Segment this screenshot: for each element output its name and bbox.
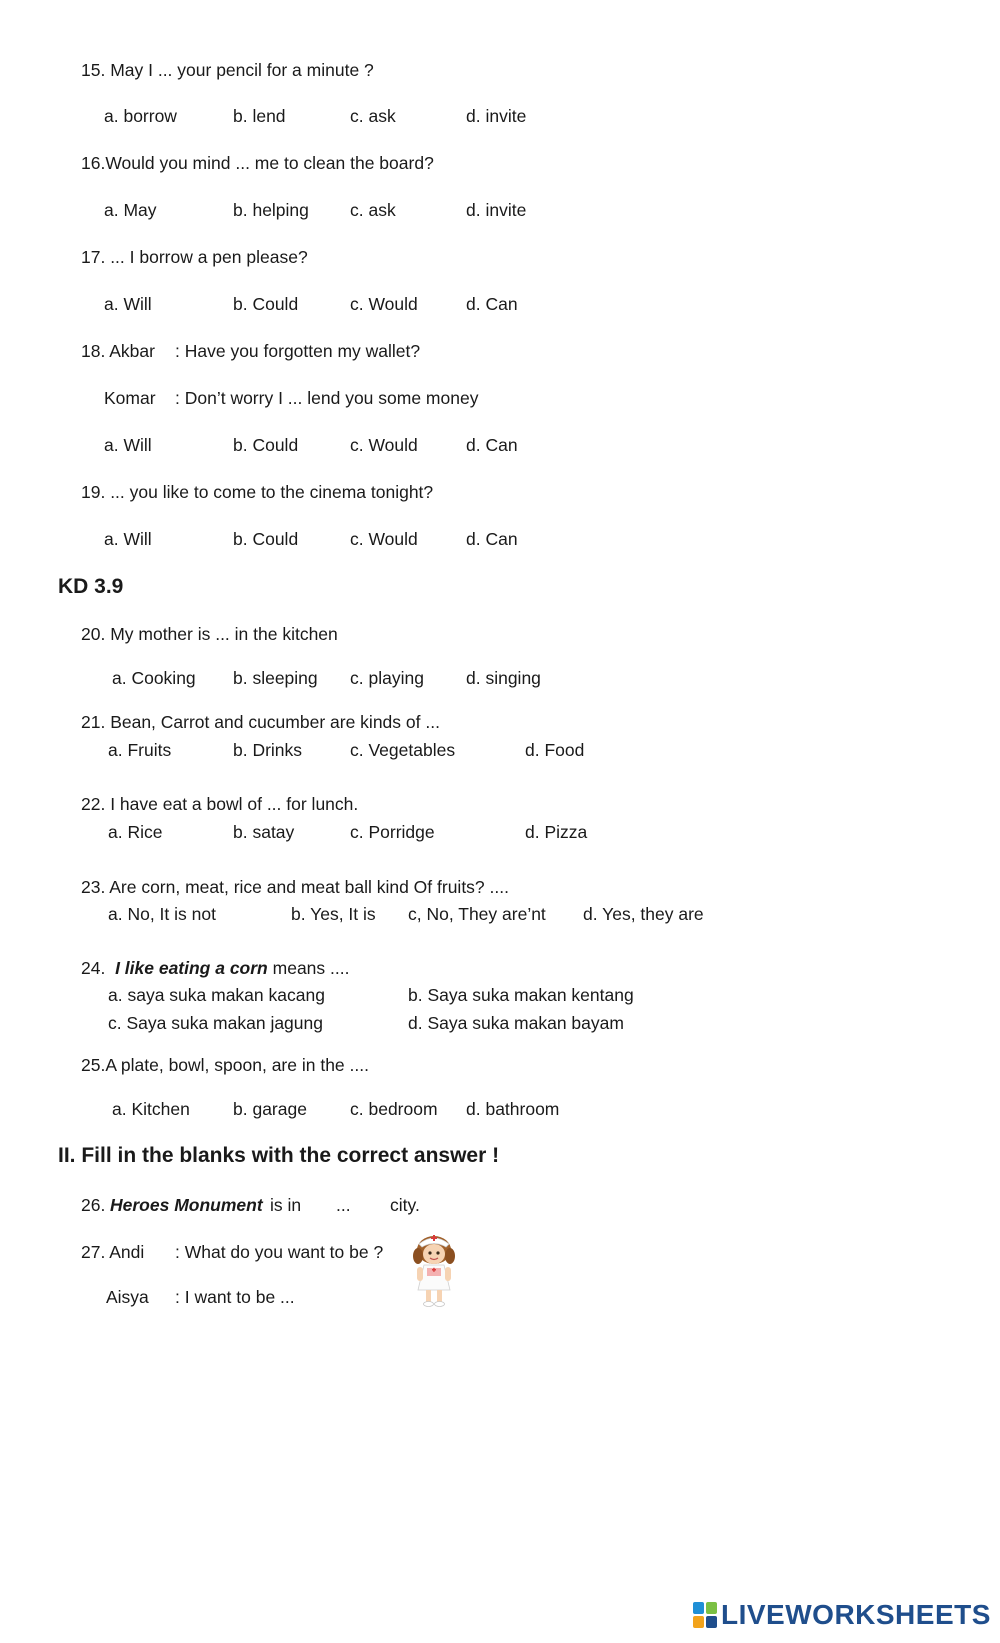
option-18c[interactable]: c. Would [350, 435, 418, 455]
option-16c[interactable]: c. ask [350, 200, 396, 220]
question-18-speaker-komar: Komar [104, 388, 156, 408]
option-22c[interactable]: c. Porridge [350, 822, 435, 842]
option-23b[interactable]: b. Yes, It is [291, 904, 376, 924]
nurse-illustration [404, 1232, 464, 1308]
question-25: 25.A plate, bowl, spoon, are in the .... [81, 1055, 369, 1075]
question-26-place: Heroes Monument [110, 1195, 263, 1215]
question-18-line-akbar: : Have you forgotten my wallet? [175, 341, 421, 361]
question-18-speaker-akbar: 18. Akbar [81, 341, 155, 361]
question-18-line-komar: : Don’t worry I ... lend you some money [175, 388, 479, 408]
option-22a[interactable]: a. Rice [108, 822, 163, 842]
option-19b[interactable]: b. Could [233, 529, 299, 549]
question-17: 17. ... I borrow a pen please? [81, 247, 308, 267]
question-24 [81, 957, 349, 979]
section-heading-kd: KD 3.9 [58, 575, 124, 598]
option-20d[interactable]: d. singing [466, 668, 541, 688]
question-21: 21. Bean, Carrot and cucumber are kinds of ... [81, 712, 440, 732]
question-24-phrase: I like eating a corn [115, 958, 268, 978]
question-24-number: 24. [81, 958, 106, 978]
option-19d[interactable]: d. Can [466, 529, 518, 549]
option-20a[interactable]: a. Cooking [112, 668, 196, 688]
option-16d[interactable]: d. invite [466, 200, 527, 220]
option-24c[interactable]: c. Saya suka makan jagung [108, 1013, 323, 1033]
option-24a[interactable]: a. saya suka makan kacang [108, 985, 325, 1005]
option-17c[interactable]: c. Would [350, 294, 418, 314]
question-16: 16.Would you mind ... me to clean the board? [81, 153, 434, 173]
question-19: 19. ... you like to come to the cinema tonight? [81, 482, 434, 502]
option-15b[interactable]: b. lend [233, 106, 286, 126]
question-27-line-aisya[interactable]: : I want to be ... [175, 1287, 295, 1307]
question-20: 20. My mother is ... in the kitchen [81, 624, 338, 644]
option-24b[interactable]: b. Saya suka makan kentang [408, 985, 634, 1005]
option-17b[interactable]: b. Could [233, 294, 299, 314]
question-26-blank[interactable]: ... [336, 1195, 351, 1215]
liveworksheets-brand: LIVEWORKSHEETS [721, 1599, 991, 1630]
option-17a[interactable]: a. Will [104, 294, 152, 314]
option-18d[interactable]: d. Can [466, 435, 518, 455]
option-18a[interactable]: a. Will [104, 435, 152, 455]
question-27-line-andi: : What do you want to be ? [175, 1242, 384, 1262]
question-23: 23. Are corn, meat, rice and meat ball kind Of fruits? .... [81, 877, 509, 897]
option-22b[interactable]: b. satay [233, 822, 295, 842]
liveworksheets-mark-icon [693, 1602, 717, 1628]
section-heading-fill-in: II. Fill in the blanks with the correct answer ! [58, 1144, 500, 1167]
question-26-number: 26. [81, 1195, 106, 1215]
option-18b[interactable]: b. Could [233, 435, 299, 455]
option-16a[interactable]: a. May [104, 200, 157, 220]
option-23c[interactable]: c, No, They are’nt [408, 904, 546, 924]
option-17d[interactable]: d. Can [466, 294, 518, 314]
option-22d[interactable]: d. Pizza [525, 822, 588, 842]
option-25d[interactable]: d. bathroom [466, 1099, 560, 1119]
option-19a[interactable]: a. Will [104, 529, 152, 549]
question-26-is-in: is in [270, 1195, 302, 1215]
option-25b[interactable]: b. garage [233, 1099, 307, 1119]
question-26-city: city. [390, 1195, 420, 1215]
option-25c[interactable]: c. bedroom [350, 1099, 438, 1119]
option-25a[interactable]: a. Kitchen [112, 1099, 190, 1119]
liveworksheets-logo [693, 1598, 991, 1632]
option-20b[interactable]: b. sleeping [233, 668, 318, 688]
option-21d[interactable]: d. Food [525, 740, 585, 760]
question-27-speaker-andi: 27. Andi [81, 1242, 145, 1262]
option-16b[interactable]: b. helping [233, 200, 309, 220]
question-15: 15. May I ... your pencil for a minute ? [81, 60, 374, 80]
option-21c[interactable]: c. Vegetables [350, 740, 456, 760]
option-21a[interactable]: a. Fruits [108, 740, 172, 760]
question-22: 22. I have eat a bowl of ... for lunch. [81, 794, 359, 814]
option-15c[interactable]: c. ask [350, 106, 396, 126]
option-19c[interactable]: c. Would [350, 529, 418, 549]
question-27-speaker-aisya: Aisya [106, 1287, 149, 1307]
option-20c[interactable]: c. playing [350, 668, 424, 688]
option-23d[interactable]: d. Yes, they are [583, 904, 704, 924]
option-15a[interactable]: a. borrow [104, 106, 177, 126]
option-21b[interactable]: b. Drinks [233, 740, 303, 760]
question-24-rest: means .... [267, 958, 350, 978]
option-15d[interactable]: d. invite [466, 106, 527, 126]
option-24d[interactable]: d. Saya suka makan bayam [408, 1013, 624, 1033]
option-23a[interactable]: a. No, It is not [108, 904, 216, 924]
